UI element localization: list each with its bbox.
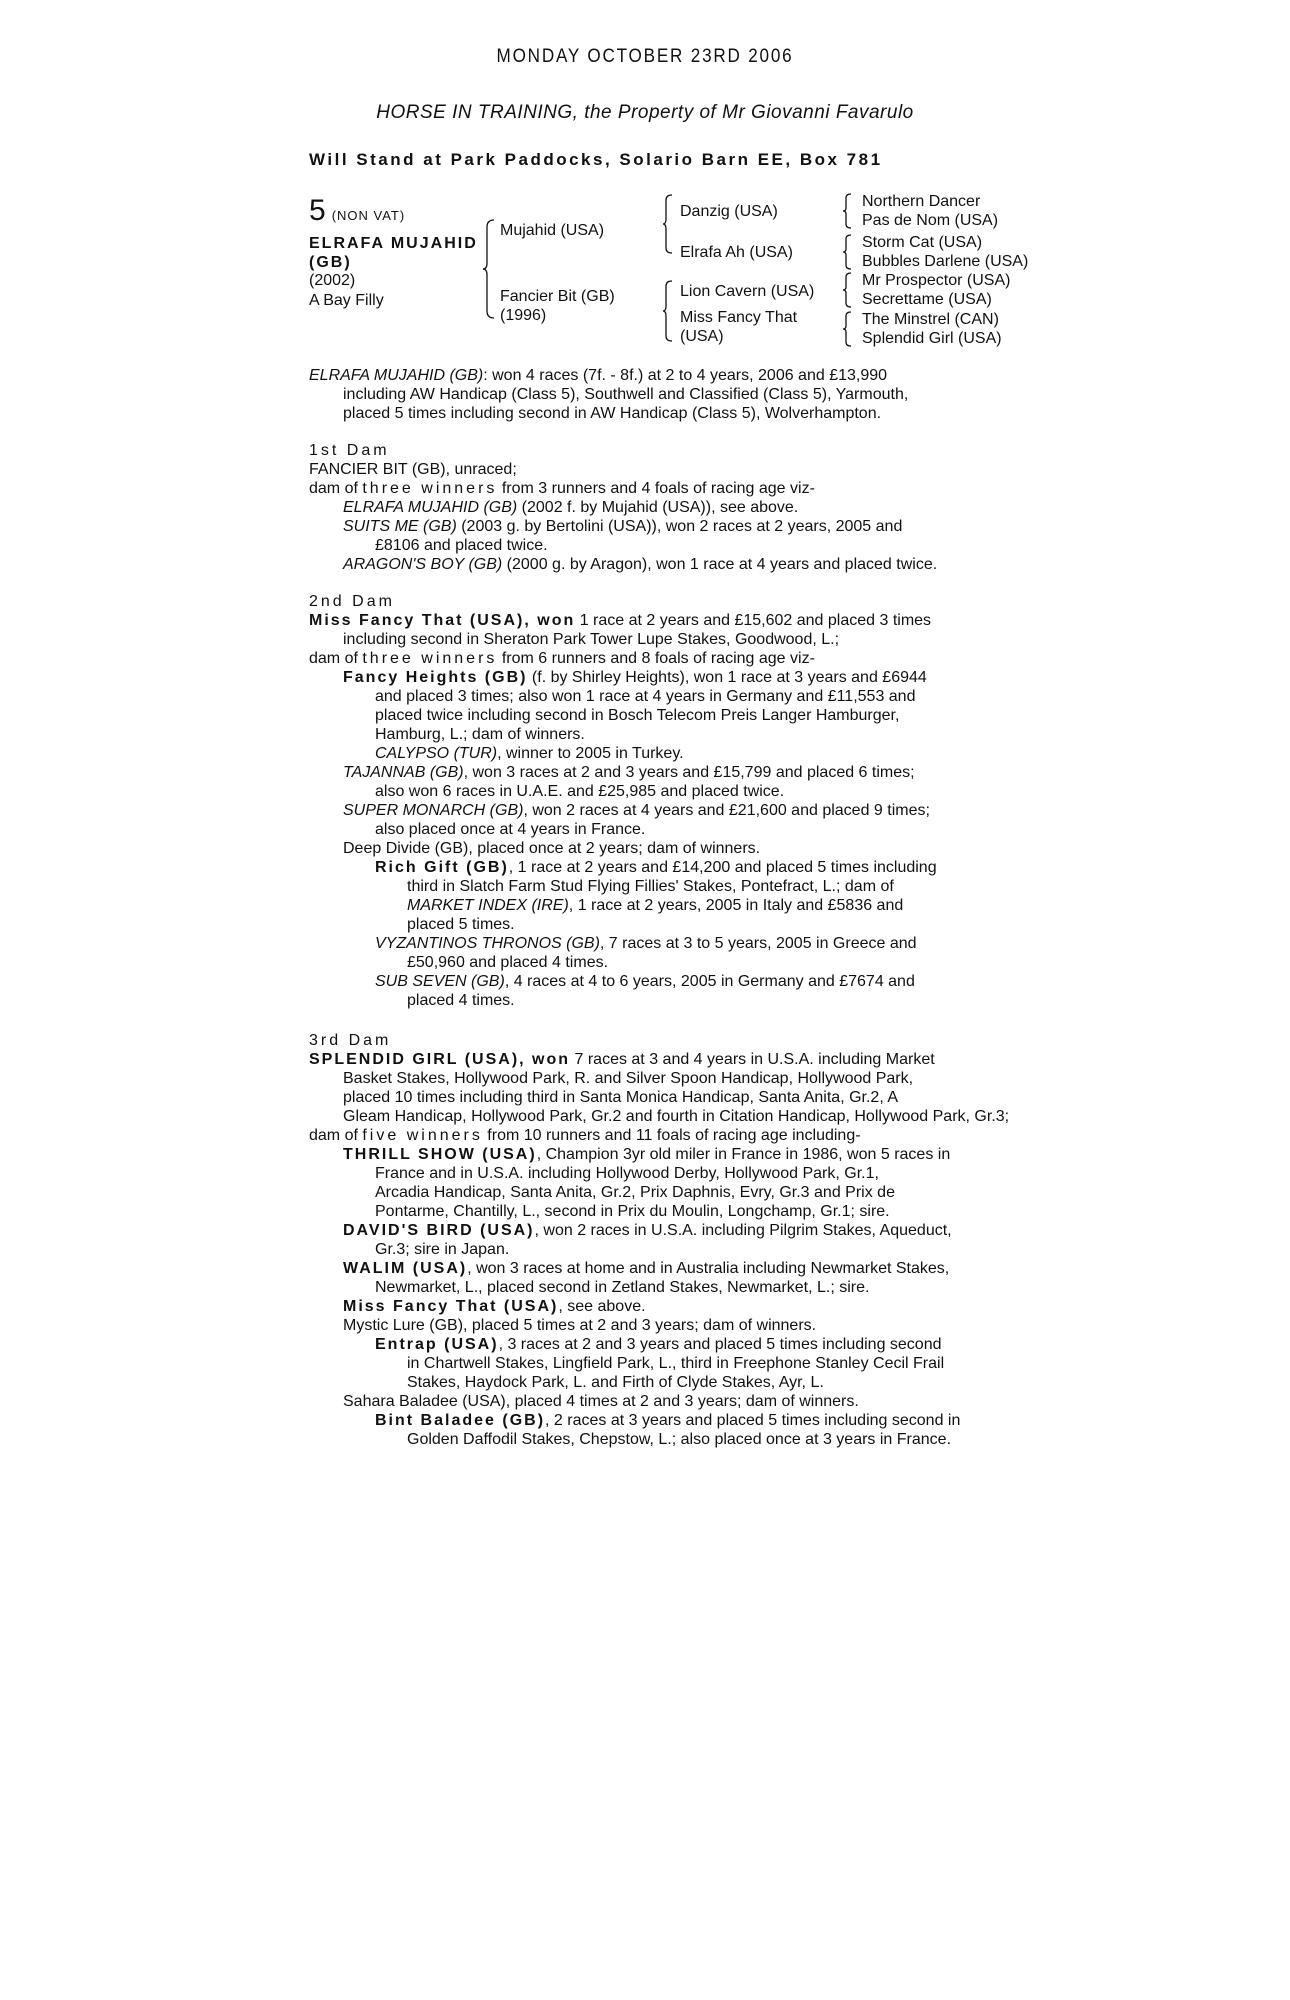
offspring-name: SUITS ME (GB): [343, 518, 457, 535]
offspring-name: ARAGON'S BOY (GB): [343, 556, 503, 573]
dam-line: £8106 and placed twice.: [375, 537, 548, 554]
vat-status: (NON VAT): [331, 208, 406, 223]
lot-number: 5: [309, 194, 326, 227]
text: (2003 g. by Bertolini (USA)), won 2 races at 2 years, 2005 and: [456, 518, 903, 535]
dam-line: Pontarme, Chantilly, L., second in Prix du Moulin, Longchamp, Gr.1; sire.: [375, 1203, 890, 1220]
offspring-name: Rich Gift (GB): [375, 859, 509, 876]
offspring-name: Entrap (USA): [375, 1336, 499, 1353]
third-dam-section: [309, 1031, 1010, 1449]
dam-dam-line2: (USA): [680, 328, 724, 345]
dam-line: also placed once at 4 years in France.: [375, 821, 646, 838]
dam-line: including second in Sheraton Park Tower Lupe Stakes, Goodwood, L.;: [343, 631, 840, 648]
winners-count: three winners: [362, 650, 498, 667]
text: 1 race at 2 years and £15,602 and placed 3 times: [575, 612, 932, 629]
offspring-name: SUB SEVEN (GB): [375, 973, 505, 990]
text: (f. by Shirley Heights), won 1 race at 3 years and £6944: [527, 669, 927, 686]
dam-line: Newmarket, L., placed second in Zetland Stakes, Newmarket, L.; sire.: [375, 1279, 870, 1296]
horse-name-line1: ELRAFA MUJAHID: [309, 235, 478, 252]
offspring-name: DAVID'S BIRD (USA): [343, 1222, 535, 1239]
text: , won 3 races at 2 and 3 years and £15,799 and placed 6 times;: [463, 764, 915, 781]
text: , won 2 races at 4 years and £21,600 and placed 9 times;: [523, 802, 930, 819]
pedigree-brace-7: [842, 311, 852, 347]
text: , won 3 races at home and in Australia including Newmarket Stakes,: [467, 1260, 950, 1277]
dam-line: Mystic Lure (GB), placed 5 times at 2 and 3 years; dam of winners.: [343, 1317, 817, 1334]
text: , winner to 2005 in Turkey.: [497, 745, 684, 762]
lot-subtitle: HORSE IN TRAINING, the Property of Mr Giovanni Favarulo: [376, 102, 914, 123]
pedigree-brace-5: [842, 234, 852, 270]
dam-line: Basket Stakes, Hollywood Park, R. and Silver Spoon Handicap, Hollywood Park,: [343, 1070, 914, 1087]
text: , 2 races at 3 years and placed 5 times including second in: [545, 1412, 961, 1429]
dam-line: Gleam Handicap, Hollywood Park, Gr.2 and fourth in Citation Handicap, Hollywood Park, Gr.3;: [343, 1108, 1010, 1125]
dam-name-line1: Fancier Bit (GB): [500, 288, 615, 305]
ancestor-4: Bubbles Darlene (USA): [862, 253, 1029, 270]
horse-description: A Bay Filly: [309, 292, 384, 309]
sire-sire: Danzig (USA): [680, 203, 778, 220]
text: , 7 races at 3 to 5 years, 2005 in Greece and: [599, 935, 917, 952]
offspring-name: THRILL SHOW (USA): [343, 1146, 537, 1163]
summary-line: placed 5 times including second in AW Handicap (Class 5), Wolverhampton.: [343, 405, 882, 422]
text: , 1 race at 2 years and £14,200 and placed 5 times including: [508, 859, 937, 876]
text: (2000 g. by Aragon), won 1 race at 4 years and placed twice.: [502, 556, 938, 573]
race-summary: [309, 366, 981, 423]
text: (2002 f. by Mujahid (USA)), see above.: [517, 499, 799, 516]
ancestor-3: Storm Cat (USA): [862, 234, 983, 251]
dam-line: Stakes, Haydock Park, L. and Firth of Clyde Stakes, Ayr, L.: [407, 1374, 824, 1391]
summary-line: including AW Handicap (Class 5), Southwell and Classified (Class 5), Yarmouth,: [343, 386, 909, 403]
offspring-name: ELRAFA MUJAHID (GB): [343, 499, 518, 516]
text: , 1 race at 2 years, 2005 in Italy and £5836 and: [568, 897, 904, 914]
dam-dam-line1: Miss Fancy That: [680, 309, 798, 326]
dam-line: placed 10 times including third in Santa Monica Handicap, Santa Anita, Gr.2, A: [343, 1089, 898, 1106]
dam-line: in Chartwell Stakes, Lingfield Park, L., third in Freephone Stanley Cecil Frail: [407, 1355, 945, 1372]
dam-line: France and in U.S.A. including Hollywood Derby, Hollywood Park, Gr.1,: [375, 1165, 879, 1182]
dam-name: [500, 287, 615, 325]
ancestor-5: Mr Prospector (USA): [862, 272, 1011, 289]
offspring-name: TAJANNAB (GB): [343, 764, 464, 781]
horse-name-line2: (GB): [309, 254, 352, 271]
horse-name: [309, 234, 479, 272]
offspring-name: MARKET INDEX (IRE): [407, 897, 569, 914]
sire-dam: Elrafa Ah (USA): [680, 244, 793, 261]
text: , Champion 3yr old miler in France in 1986, won 5 races in: [536, 1146, 951, 1163]
text: from 6 runners and 8 foals of racing age viz-: [497, 650, 815, 667]
dam-line: Sahara Baladee (USA), placed 4 times at 2 and 3 years; dam of winners.: [343, 1393, 859, 1410]
dam-line: Golden Daffodil Stakes, Chepstow, L.; also placed once at 3 years in France.: [407, 1431, 952, 1448]
summary-text: : won 4 races (7f. - 8f.) at 2 to 4 years, 2006 and £13,990: [483, 367, 888, 384]
dam-line: third in Slatch Farm Stud Flying Fillies' Stakes, Pontefract, L.; dam of: [407, 878, 894, 895]
text: from 3 runners and 4 foals of racing age viz-: [497, 480, 815, 497]
text: , won 2 races in U.S.A. including Pilgrim Stakes, Aqueduct,: [534, 1222, 952, 1239]
first-dam-section: [309, 441, 981, 574]
foaling-year: (2002): [309, 272, 356, 289]
dam-name-line2: (1996): [500, 307, 547, 324]
section-heading: 2nd Dam: [309, 593, 395, 610]
pedigree-brace-2: [662, 194, 674, 254]
offspring-name: Bint Baladee (GB): [375, 1412, 546, 1429]
ancestor-1: Northern Dancer: [862, 193, 981, 210]
dam-line: £50,960 and placed 4 times.: [407, 954, 609, 971]
second-dam-section: [309, 592, 981, 1010]
offspring-name: Miss Fancy That (USA): [343, 1298, 559, 1315]
dam-line: Deep Divide (GB), placed once at 2 years; dam of winners.: [343, 840, 761, 857]
section-heading: 1st Dam: [309, 442, 390, 459]
pedigree-brace-1: [482, 219, 496, 319]
dam-line: Gr.3; sire in Japan.: [375, 1241, 510, 1258]
dam-line: and placed 3 times; also won 1 race at 4 years in Germany and £11,553 and: [375, 688, 916, 705]
ancestor-8: Splendid Girl (USA): [862, 330, 1002, 347]
dam-line: Hamburg, L.; dam of winners.: [375, 726, 585, 743]
lot-number-block: [309, 196, 405, 226]
winners-count: five winners: [362, 1127, 483, 1144]
offspring-name: Fancy Heights (GB): [343, 669, 528, 686]
ancestor-6: Secrettame (USA): [862, 291, 992, 308]
pedigree-brace-4: [842, 193, 852, 229]
text: dam of: [309, 1127, 363, 1144]
text: dam of: [309, 650, 363, 667]
offspring-name: VYZANTINOS THRONOS (GB): [375, 935, 600, 952]
text: , 3 races at 2 and 3 years and placed 5 times including second: [498, 1336, 942, 1353]
ancestor-2: Pas de Nom (USA): [862, 212, 999, 229]
dam-line: placed 5 times.: [407, 916, 515, 933]
text: dam of: [309, 480, 363, 497]
dam-name: Miss Fancy That (USA), won: [309, 612, 576, 629]
offspring-name: WALIM (USA): [343, 1260, 468, 1277]
section-heading: 3rd Dam: [309, 1032, 392, 1049]
dam-line: placed 4 times.: [407, 992, 515, 1009]
dam-name: SPLENDID GIRL (USA), won: [309, 1051, 571, 1068]
sale-date: MONDAY OCTOBER 23RD 2006: [496, 46, 794, 67]
dam-sire: Lion Cavern (USA): [680, 283, 815, 300]
winners-count: three winners: [362, 480, 498, 497]
offspring-name: CALYPSO (TUR): [375, 745, 498, 762]
offspring-name: SUPER MONARCH (GB): [343, 802, 524, 819]
pedigree-brace-6: [842, 272, 852, 308]
text: 7 races at 3 and 4 years in U.S.A. including Market: [570, 1051, 935, 1068]
dam-line: FANCIER BIT (GB), unraced;: [309, 461, 517, 478]
stand-location: Will Stand at Park Paddocks, Solario Barn EE, Box 781: [309, 150, 883, 169]
dam-line: placed twice including second in Bosch Telecom Preis Langer Hamburger,: [375, 707, 900, 724]
ancestor-7: The Minstrel (CAN): [862, 311, 999, 328]
pedigree-brace-3: [662, 280, 674, 342]
text: , 4 races at 4 to 6 years, 2005 in Germany and £7674 and: [504, 973, 915, 990]
summary-horse-name: ELRAFA MUJAHID (GB): [309, 367, 484, 384]
dam-line: Arcadia Handicap, Santa Anita, Gr.2, Prix Daphnis, Evry, Gr.3 and Prix de: [375, 1184, 895, 1201]
dam-dam: [680, 308, 797, 346]
text: from 10 runners and 11 foals of racing age including-: [482, 1127, 861, 1144]
sire-name: Mujahid (USA): [500, 222, 605, 239]
text: , see above.: [558, 1298, 646, 1315]
dam-line: also won 6 races in U.A.E. and £25,985 and placed twice.: [375, 783, 785, 800]
